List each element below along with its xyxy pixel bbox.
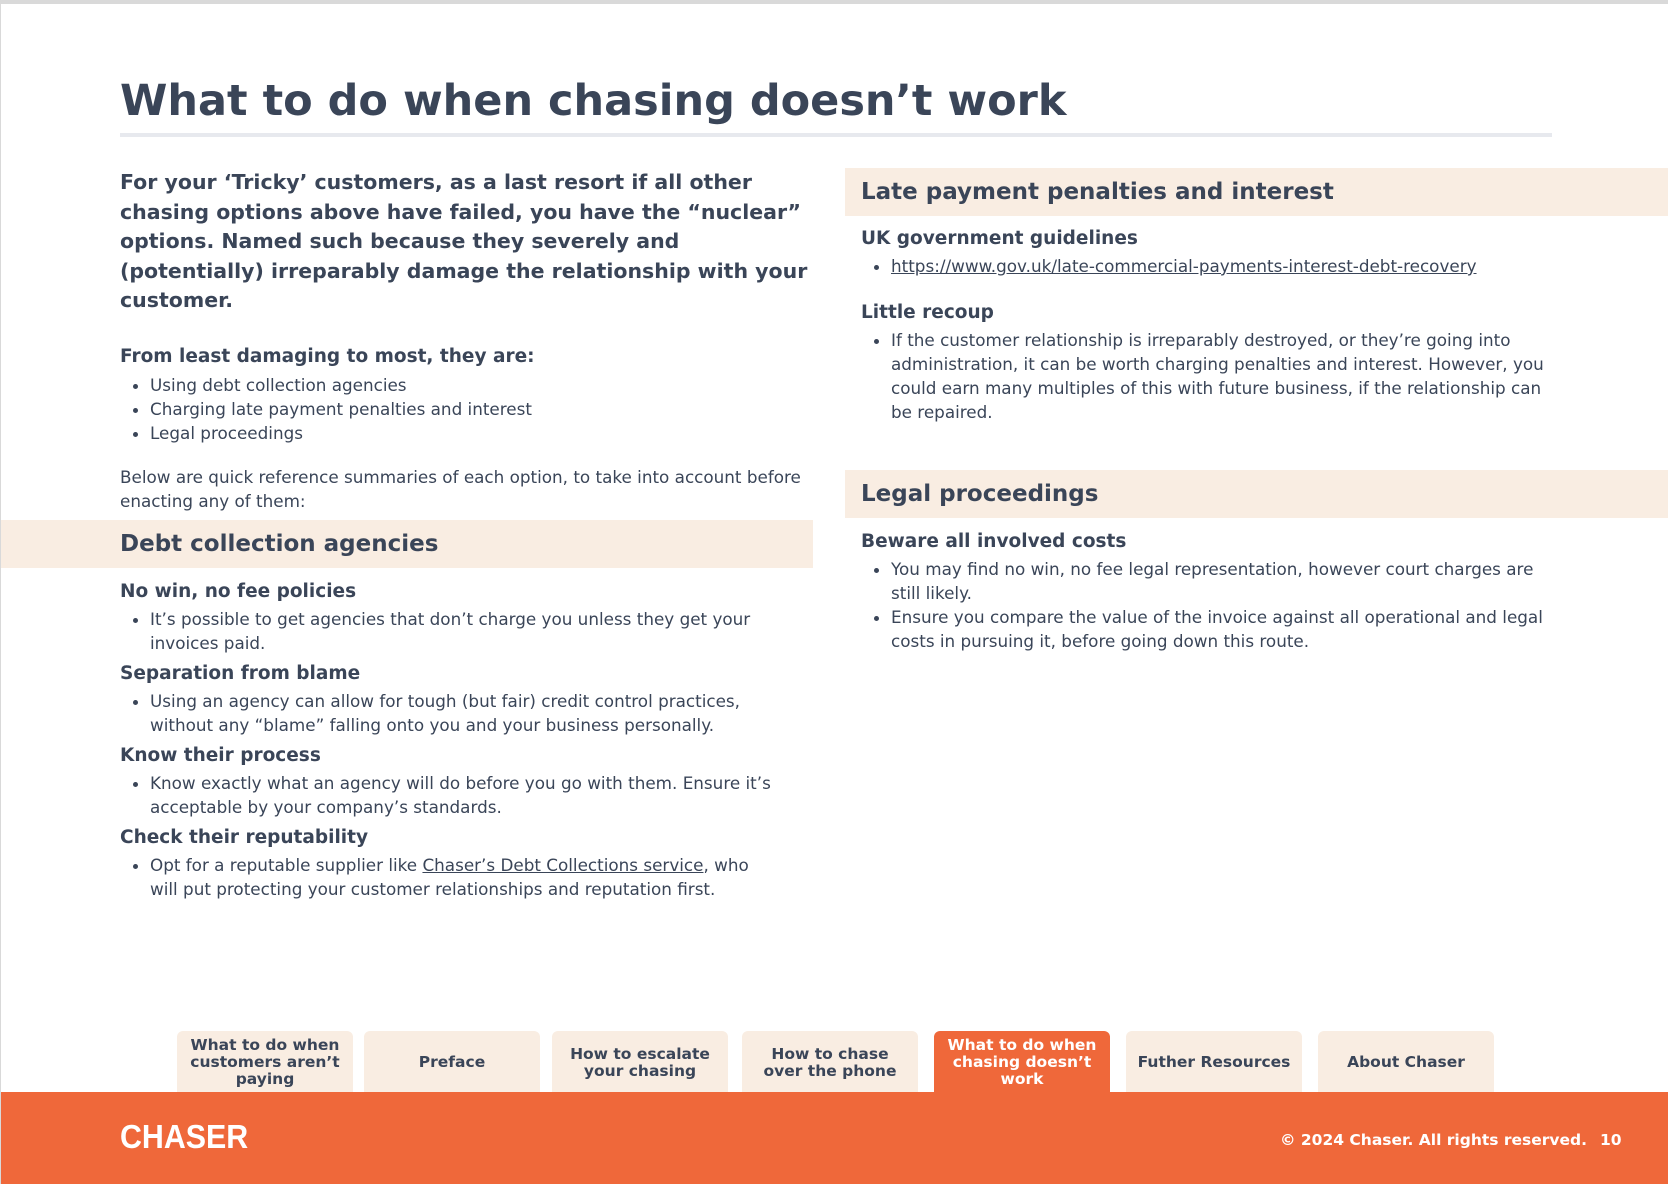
legal-section <box>861 531 1561 653</box>
list-item: • You may find no win, no fee legal representation, however court charges are still likely. <box>891 557 1561 605</box>
legal-list-1 <box>861 557 1561 653</box>
page-number: 10 <box>1600 1131 1622 1149</box>
debt-list-2 <box>120 689 780 737</box>
options-list <box>120 373 810 445</box>
list-item: • Know exactly what an agency will do before you go with them. Ensure it’s acceptable by your company’s standards. <box>150 771 780 819</box>
list-item: • Ensure you compare the value of the invoice against all operational and legal costs in pursuing it, before going down this route. <box>891 605 1561 653</box>
list-item: • If the customer relationship is irreparably destroyed, or they’re going into administration, it can be worth charging penalties and interest. However, you could earn many multiples of this with future business, if the relationship can be repaired. <box>891 328 1561 424</box>
summary-note: Below are quick reference summaries of each option, to take into account before enacting any of them: <box>120 466 801 511</box>
late-subhead-1: UK government guidelines <box>861 228 1138 249</box>
list-item: • Charging late payment penalties and interest <box>150 397 810 421</box>
tab-escalate-chasing[interactable]: How to escalate your chasing <box>552 1031 728 1094</box>
title-divider <box>120 133 1552 137</box>
late-subhead-2: Little recoup <box>861 302 994 323</box>
list-item: • Using an agency can allow for tough (but fair) credit control practices, without any “blame” falling onto you and your business personally. <box>150 689 780 737</box>
tab-further-resources[interactable]: Futher Resources <box>1126 1031 1302 1094</box>
link-suffix: , who will put protecting your customer relationships and reputation first. <box>150 855 749 899</box>
debt-list-1 <box>120 607 780 655</box>
section-title-debt: Debt collection agencies <box>120 531 439 557</box>
debt-subhead-1: No win, no fee policies <box>120 581 357 602</box>
section-title-legal: Legal proceedings <box>861 481 1099 507</box>
late-section <box>861 228 1561 424</box>
debt-subhead-4: Check their reputability <box>120 827 369 848</box>
left-column <box>120 168 810 513</box>
tab-chasing-doesnt-work[interactable]: What to do when chasing doesn’t work <box>934 1031 1110 1094</box>
chaser-logo: CHASER <box>120 1118 249 1155</box>
debt-list-3 <box>120 771 780 819</box>
document-page <box>1 4 1668 1184</box>
page-title: What to do when chasing doesn’t work <box>120 76 1067 126</box>
debt-section <box>120 581 780 901</box>
list-item: • It’s possible to get agencies that don’t charge you unless they get your invoices paid. <box>150 607 780 655</box>
tab-preface[interactable]: Preface <box>364 1031 540 1094</box>
list-item: • Legal proceedings <box>150 421 810 445</box>
section-tabs <box>1 1031 1668 1094</box>
tab-chase-phone[interactable]: How to chase over the phone <box>742 1031 918 1094</box>
debt-subhead-2: Separation from blame <box>120 663 361 684</box>
link-prefix: Opt for a reputable supplier like <box>150 855 423 875</box>
late-list-1 <box>861 254 1561 278</box>
tab-customers-not-paying[interactable]: What to do when customers aren’t paying <box>177 1031 353 1094</box>
copyright-text: © 2024 Chaser. All rights reserved. <box>1280 1131 1588 1149</box>
list-item <box>150 853 780 901</box>
debt-list-4 <box>120 853 780 901</box>
list-item: • Using debt collection agencies <box>150 373 810 397</box>
gov-uk-link[interactable]: https://www.gov.uk/late-commercial-payments-interest-debt-recovery <box>891 256 1477 276</box>
tab-about-chaser[interactable]: About Chaser <box>1318 1031 1494 1094</box>
debt-subhead-3: Know their process <box>120 745 321 766</box>
section-title-late: Late payment penalties and interest <box>861 179 1334 205</box>
intro-paragraph: For your ‘Tricky’ customers, as a last resort if all other chasing options above have failed, you have the “nuclear” options. Named such because they severely and (potentially) irreparably damage the relationship with your customer. <box>120 170 808 312</box>
late-list-2 <box>861 328 1561 424</box>
legal-subhead-1: Beware all involved costs <box>861 531 1127 552</box>
debt-collections-link[interactable]: Chaser’s Debt Collections service <box>422 855 704 875</box>
footer-bar <box>1 1092 1668 1184</box>
options-heading: From least damaging to most, they are: <box>120 345 535 367</box>
list-item <box>891 254 1561 278</box>
